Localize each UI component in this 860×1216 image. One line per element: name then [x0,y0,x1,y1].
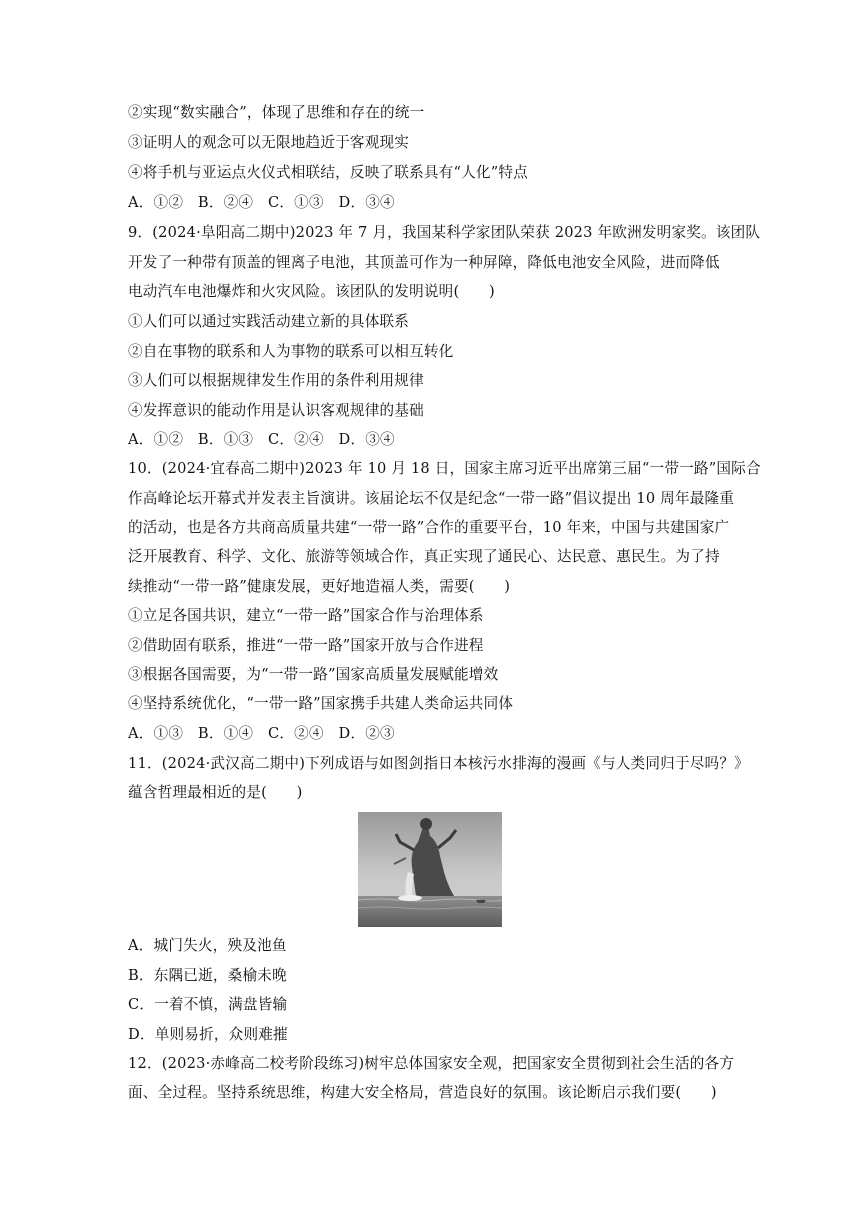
q10-answer-choices: A．①③ B．①④ C．②④ D．②③ [128,725,395,742]
q11-stem-line-1: 11．(2024·武汉高二期中)下列成语与如图剑指日本核污水排海的漫画《与人类同归于尽吗？》 [128,755,749,772]
q11-option-b: B．东隅已逝，桑榆未晚 [128,967,287,984]
q10-stem-line-2: 作高峰论坛开幕式并发表主旨演讲。该届论坛不仅是纪念“一带一路”倡议提出 10 周年最隆重 [128,490,735,507]
q9-option-2: ②自在事物的联系和人为事物的联系可以相互转化 [128,343,454,360]
q10-option-2: ②借助固有联系，推进“一带一路”国家开放与合作进程 [128,637,484,654]
q8-option-2: ②实现“数实融合”，体现了思维和存在的统一 [128,104,425,121]
q8-option-4: ④将手机与亚运点火仪式相联结，反映了联系具有“人化”特点 [128,164,528,181]
q10-stem-line-4: 泛开展教育、科学、文化、旅游等领域合作，真正实现了通民心、达民意、惠民生。为了持 [128,548,720,565]
cartoon-image [358,812,502,927]
q10-stem-line-5: 续推动“一带一路”健康发展，更好地造福人类，需要( ) [128,578,511,595]
q9-stem-line-1: 9．(2024·阜阳高二期中)2023 年 7 月，我国某科学家团队荣获 2023 年欧洲发明家奖。该团队 [128,224,761,241]
q10-option-4: ④坚持系统优化，“一带一路”国家携手共建人类命运共同体 [128,695,514,712]
q10-option-1: ①立足各国共识，建立“一带一路”国家合作与治理体系 [128,607,484,624]
cartoon-illustration [358,812,502,927]
q9-answer-choices: A．①② B．①③ C．②④ D．③④ [128,431,395,448]
q10-option-3: ③根据各国需要，为“一带一路”国家高质量发展赋能增效 [128,666,499,683]
q11-option-d: D．单则易折，众则难摧 [128,1026,288,1043]
q9-option-1: ①人们可以通过实践活动建立新的具体联系 [128,313,410,330]
q8-answer-choices: A．①② B．②④ C．①③ D．③④ [128,194,395,211]
q11-option-a: A．城门失火，殃及池鱼 [128,937,287,954]
q11-option-c: C．一着不慎，满盘皆输 [128,996,288,1013]
q9-stem-line-2: 开发了一种带有顶盖的锂离子电池，其顶盖可作为一种屏障，降低电池安全风险，进而降低 [128,254,720,271]
q11-stem-line-2: 蕴含哲理最相近的是( ) [128,784,303,801]
q9-option-3: ③人们可以根据规律发生作用的条件利用规律 [128,372,424,389]
q10-stem-line-1: 10．(2024·宜春高二期中)2023 年 10 月 18 日，国家主席习近平出席第三届“一带一路”国际合 [128,460,761,477]
q12-stem-line-1: 12．(2023·赤峰高二校考阶段练习)树牢总体国家安全观，把国家安全贯彻到社会生活的各方 [128,1055,735,1072]
q9-stem-line-3: 电动汽车电池爆炸和火灾风险。该团队的发明说明( ) [128,283,495,300]
q9-option-4: ④发挥意识的能动作用是认识客观规律的基础 [128,402,424,419]
q12-stem-line-2: 面、全过程。坚持系统思维，构建大安全格局，营造良好的氛围。该论断启示我们要( ) [128,1084,717,1101]
q8-option-3: ③证明人的观念可以无限地趋近于客观现实 [128,134,410,151]
q10-stem-line-3: 的活动，也是各方共商高质量共建“一带一路”合作的重要平台，10 年来，中国与共建国家广 [128,519,730,536]
